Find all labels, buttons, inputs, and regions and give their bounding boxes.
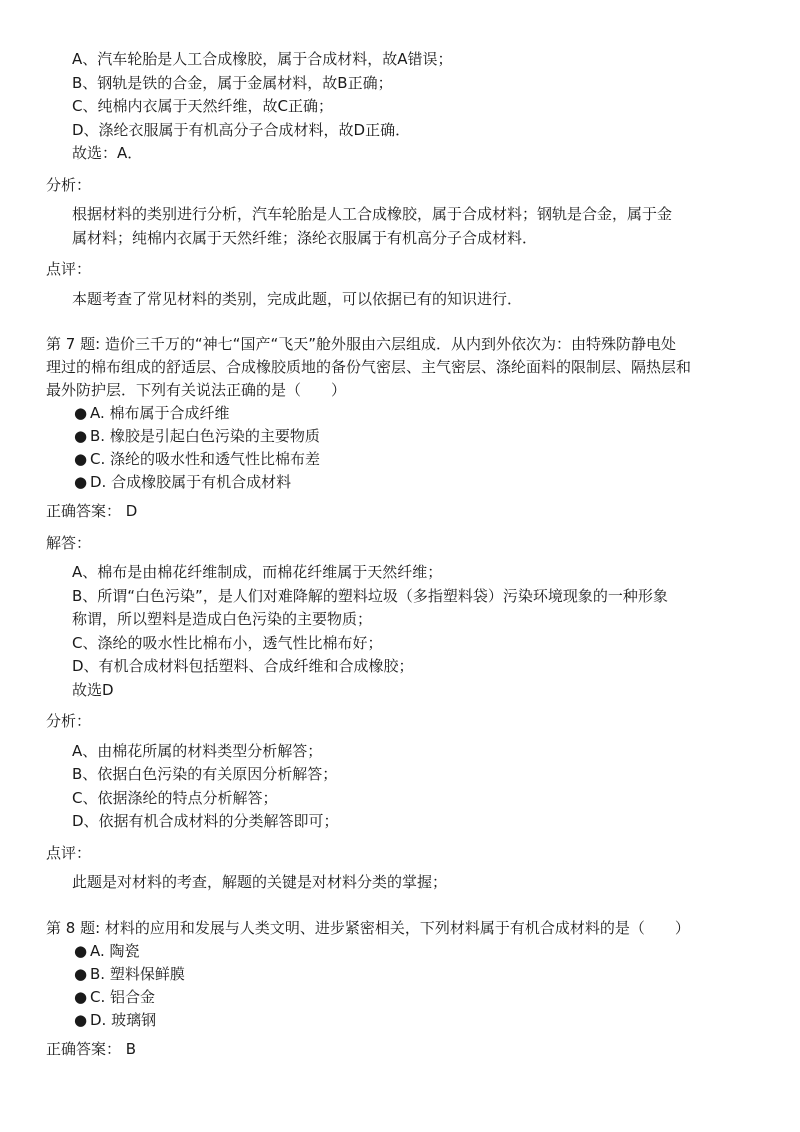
option-text: A. 棉布属于合成纤维 <box>90 404 230 422</box>
question-8-options <box>46 940 754 1032</box>
prev-solution-line: B、钢轨是铁的合金，属于金属材料，故B正确； <box>72 73 393 92</box>
option-item <box>74 963 754 986</box>
question-7-text-line: 理过的棉布组成的舒适层、合成橡胶质地的备份气密层、主气密层、涤纶面料的限制层、隔热层和 <box>46 358 692 376</box>
bullet-icon: ● <box>74 987 88 1006</box>
question-7-text-line: 最外防护层．下列有关说法正确的是（ ） <box>46 381 347 399</box>
prev-analysis-label: 分析： <box>46 175 92 194</box>
analysis-line: B、依据白色污染的有关原因分析解答； <box>72 765 338 783</box>
option-text: C. 铝合金 <box>90 987 156 1006</box>
prev-analysis-line: 根据材料的类别进行分析，汽车轮胎是人工合成橡胶，属于合成材料；钢轨是合金，属于金 <box>72 205 673 223</box>
prev-comment <box>46 288 754 312</box>
option-item <box>74 448 754 471</box>
solution-line: A、棉布是由棉花纤维制成，而棉花纤维属于天然纤维； <box>72 563 443 581</box>
prev-solution-line: 故选：A． <box>72 144 143 162</box>
option-item <box>74 402 754 425</box>
prev-solution <box>46 48 754 166</box>
option-text: D. 合成橡胶属于有机合成材料 <box>90 473 292 491</box>
option-text: C. 涤纶的吸水性和透气性比棉布差 <box>90 450 321 468</box>
bullet-icon: ● <box>74 450 88 468</box>
option-text: A. 陶瓷 <box>90 941 140 960</box>
option-text: B. 橡胶是引起白色污染的主要物质 <box>90 427 320 445</box>
option-item <box>74 1009 754 1032</box>
question-7-answer: 正确答案： D <box>46 502 138 520</box>
bullet-icon: ● <box>74 964 88 983</box>
option-item <box>74 940 754 963</box>
prev-analysis-line: 属材料；纯棉内衣属于天然纤维；涤纶衣服属于有机高分子合成材料． <box>72 228 538 247</box>
analysis-line: C、依据涤纶的特点分析解答； <box>72 788 278 807</box>
question-8 <box>46 917 754 1032</box>
solution-line: 称谓，所以塑料是造成白色污染的主要物质； <box>72 610 373 628</box>
question-7-comment-label: 点评： <box>46 843 92 862</box>
prev-solution-line: D、涤纶衣服属于有机高分子合成材料，故D正确． <box>72 120 411 139</box>
bullet-icon: ● <box>74 941 88 960</box>
comment-line: 此题是对材料的考查，解题的关键是对材料分类的掌握； <box>72 873 448 891</box>
solution-line: C、涤纶的吸水性比棉布小，透气性比棉布好； <box>72 633 383 652</box>
analysis-line: D、依据有机合成材料的分类解答即可； <box>72 812 339 830</box>
question-7-analysis <box>46 740 754 834</box>
option-item <box>74 425 754 448</box>
prev-comment-label: 点评： <box>46 260 92 278</box>
prev-solution-line: A、汽车轮胎是人工合成橡胶，属于合成材料，故A错误； <box>72 50 453 68</box>
option-item <box>74 471 754 494</box>
option-text: D. 玻璃钢 <box>90 1010 157 1029</box>
prev-solution-line: C、纯棉内衣属于天然纤维，故C正确； <box>72 97 333 115</box>
question-8-answer: 正确答案： B <box>46 1039 137 1058</box>
bullet-icon: ● <box>74 404 88 422</box>
analysis-line: A、由棉花所属的材料类型分析解答； <box>72 741 323 760</box>
question-7 <box>46 333 754 494</box>
question-7-text-line: 第 7 题: 造价三千万的“神七“国产“飞天”舱外服由六层组成．从内到外依次为：由特殊防静电处 <box>46 335 676 353</box>
bullet-icon: ● <box>74 427 88 445</box>
question-7-comment <box>46 871 754 895</box>
question-8-text-line: 第 8 题: 材料的应用和发展与人类文明、进步紧密相关，下列材料属于有机合成材料的是（ ） <box>46 918 690 937</box>
question-7-options <box>46 402 754 494</box>
solution-line: D、有机合成材料包括塑料、合成纤维和合成橡胶； <box>72 657 414 675</box>
question-7-solution <box>46 561 754 702</box>
bullet-icon: ● <box>74 473 88 491</box>
option-item <box>74 986 754 1009</box>
option-text: B. 塑料保鲜膜 <box>90 964 185 983</box>
solution-line: 故选D <box>72 680 114 699</box>
prev-comment-line: 本题考查了常见材料的类别，完成此题，可以依据已有的知识进行． <box>72 289 523 308</box>
question-7-analysis-label: 分析： <box>46 712 92 730</box>
bullet-icon: ● <box>74 1010 88 1029</box>
prev-analysis <box>46 203 754 250</box>
solution-line: B、所谓“白色污染”，是人们对难降解的塑料垃圾（多指塑料袋）污染环境现象的一种形象 <box>72 586 668 605</box>
question-7-solution-label: 解答： <box>46 533 92 552</box>
